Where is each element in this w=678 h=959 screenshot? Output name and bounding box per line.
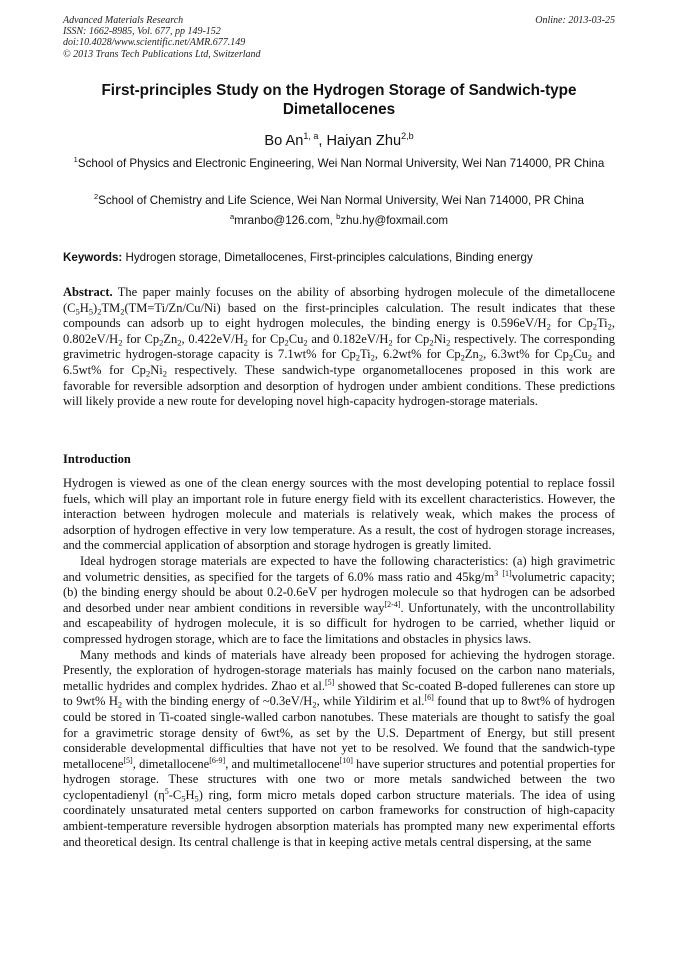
affiliation-text: School of Chemistry and Life Science, Wei Nan Normal University, Wei Nan 714000, PR China	[98, 194, 585, 207]
paragraph: Many methods and kinds of materials have already been proposed for achieving the hydrogen storage. Presently, the exploration of hydrogen-storage materials has mainly focused on the carbon nano materials, metallic hydrides and complex hydrides. Zhao et al.[5] showed that Sc-coated B-doped fullerenes can store up to 9wt% $H_2$ with the binding energy of $\sim 0.3eV/H_2$, while Yildirim et al.[6] found that up to 8wt% of hydrogen could be stored in Ti-coated single-walled carbon nanotubes. These materials are thought to satisfy the goal for a gravimetric storage density of 6wt%, as set by the U.S. Department of Energy, but still present considerable developmental difficulties that have not yet to be resolved. We found that the sandwich-type metallocene[5], dimetallocene[6-9], and multimetallocene[10] have superior structures and potential properties for hydrogen storage. These structures with one two or more metals sandwiched between the two cyclopentadienyl $(\eta^5-C_5H_5)$ ring, form micro metals doped carbon structure materials. The idea of using coordinately unsaturated metal centers supported on carbon frameworks for construction of high-capacity ambient-temperature reversible hydrogen absorption materials has prompted many new experimental efforts and theoretical design. Its central challenge is that in keeping active metals central dispersing, at the same	[63, 647, 616, 849]
abstract	[63, 285, 615, 410]
online-date: Online: 2013-03-25	[535, 15, 615, 26]
email-link[interactable]: mranbo@126.com	[234, 214, 330, 227]
email-marker: a	[229, 212, 235, 221]
paragraph: Ideal hydrogen storage materials are expected to have the following characteristics: (a) high gravimetric and volumetric densities, as specified for the targets of 6.0% mass ratio and $45kg/m^3$ [1]volumetric capacity; (b) the binding energy should be about 0.2-0.6eV per hydrogen molecule so that hydrogen can be adsorbed and desorbed under near ambient conditions in reversible way[2-4]. Unfortunately, with the uncontrollability and escapeability of hydrogen molecule, it is so difficult for hydrogen to be carried, whether liquid or compressed hydrogen storage, which are to face the limitations and obstacles in physics laws.	[63, 553, 616, 646]
paper-title: First-principles Study on the Hydrogen Storage of Sandwich-type Dimetallocenes	[101, 82, 577, 118]
affiliation-1	[63, 156, 615, 172]
journal-header	[63, 15, 615, 60]
abstract-label: Abstract.	[63, 285, 113, 299]
affiliation-marker: 1	[73, 155, 78, 164]
paragraph: Hydrogen is viewed as one of the clean energy sources with the most developing potential to replace fossil fuels, which will play an important role in future energy field with its excellent characteristics. However, the interaction between hydrogen molecule and materials is relatively weak, which makes the process of adsorption of hydrogen effective in very low temperature. As a result, the cost of hydrogen storage increases, and the commercial application of absorption and storage hydrogen is greatly limited.	[63, 476, 615, 553]
keywords-text: Hydrogen storage, Dimetallocenes, First-principles calculations, Binding energy	[125, 251, 533, 264]
affiliation-marker: 2	[93, 192, 99, 201]
email-marker: b	[336, 212, 341, 221]
section-heading: Introduction	[63, 452, 131, 466]
author-list: Bo An$^{1, a}$, Haiyan Zhu$^{2,b}$	[264, 131, 414, 149]
affiliation-text: School of Physics and Electronic Engineering, Wei Nan Normal University, Wei Nan 714000, PR China	[77, 157, 605, 170]
author-marker: 2,b	[401, 131, 414, 141]
keywords	[63, 250, 623, 266]
author-emails: $^a$mranbo@126.com, $^b$zhu.hy@foxmail.com	[229, 212, 449, 227]
journal-name: Advanced Materials Research	[63, 15, 184, 26]
author-name: Haiyan Zhu	[326, 133, 402, 149]
copyright-line: © 2013 Trans Tech Publications Ltd, Switzerland	[63, 48, 261, 60]
keywords-label: Keywords:	[63, 251, 123, 264]
author-marker: 1, a	[303, 131, 319, 141]
affiliation-2	[63, 193, 615, 209]
author-name: Bo An	[264, 133, 304, 149]
abstract-text: The paper mainly focuses on the ability of absorbing hydrogen molecule of the dimetallocene $(C_5H_5)_2TM_2(TM=Ti/Zn/Cu/Ni)$ based on the first-principles calculation. The result indicates that these compounds can adsorb up to eight hydrogen molecules, the binding energy is $0.596eV/H_2$ for $Cp_2Ti_2$, $0.802eV/H_2$ for $Cp_2Zn_2$, $0.422eV/H_2$ for $Cp_2Cu_2$ and $0.182eV/H_2$ for $Cp_2Ni_2$ respectively. The corresponding gravimetric hydrogen-storage capacity is 7.1wt% for $Cp_2Ti_2$, 6.2wt% for $Cp_2Zn_2$, 6.3wt% for $Cp_2Cu_2$ and 6.5wt% for $Cp_2Ni_2$ respectively. These sandwich-type organometallocenes proposed in this work are favorable for reversible adsorption and desorption of hydrogen under ambient conditions. These predictions will likely provide a new route for developing novel high-capacity hydrogen-storage materials.	[63, 285, 615, 409]
doi-line: doi:10.4028/www.scientific.net/AMR.677.149	[63, 37, 246, 49]
email-link[interactable]: zhu.hy@foxmail.com	[340, 214, 449, 227]
issn-line: ISSN: 1662-8985, Vol. 677, pp 149-152	[63, 26, 221, 38]
introduction-body	[63, 476, 615, 850]
